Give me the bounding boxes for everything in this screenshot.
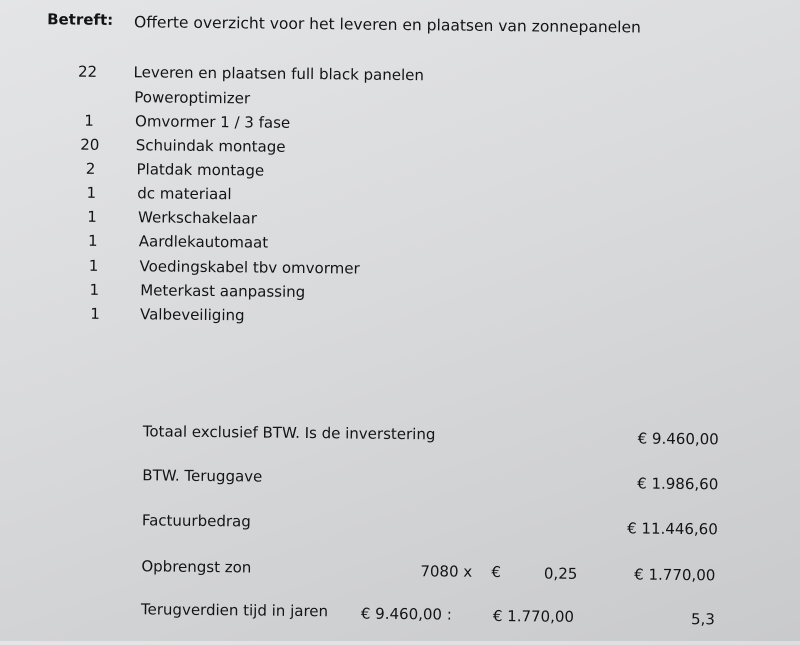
item-desc: Voedingskabel tbv omvormer <box>139 257 359 277</box>
item-desc: Schuindak montage <box>136 136 286 156</box>
item-qty: 1 <box>72 208 112 226</box>
list-item <box>3 0 800 4</box>
item-desc: dc materiaal <box>137 184 232 203</box>
payback-years: 5,3 <box>637 609 715 628</box>
subject-label: Betreft: <box>47 10 113 29</box>
summary-row-total-excl <box>3 0 800 4</box>
invoice-amount: € 11.446,60 <box>598 519 718 538</box>
item-qty: 1 <box>69 112 109 130</box>
summary-row-payback <box>3 0 800 4</box>
list-item <box>3 0 800 4</box>
list-item <box>3 0 800 4</box>
total-excl-label: Totaal exclusief BTW. Is de inverstering <box>143 422 436 443</box>
list-item <box>3 0 800 4</box>
item-desc: Platdak montage <box>136 160 264 179</box>
invoice-label: Factuurbedrag <box>142 511 251 530</box>
item-qty: 2 <box>70 160 110 178</box>
item-qty: 20 <box>70 136 110 154</box>
summary-row-invoice <box>3 0 800 4</box>
yield-kwh: 7080 x <box>420 562 472 581</box>
list-item <box>3 0 800 4</box>
item-desc: Meterkast aanpassing <box>140 281 305 301</box>
summary-row-yield <box>3 0 800 4</box>
item-qty: 1 <box>71 184 111 202</box>
yield-amount: € 1.770,00 <box>597 565 715 584</box>
payback-yearly: € 1.770,00 <box>493 607 574 626</box>
items-list <box>3 0 800 4</box>
item-desc: Leveren en plaatsen full black panelen <box>133 63 424 84</box>
item-qty: 1 <box>73 257 113 275</box>
summary-table <box>3 0 800 4</box>
total-excl-amount: € 9.460,00 <box>599 429 719 448</box>
summary-row-btw <box>3 0 800 4</box>
item-desc: Valbeveiliging <box>140 305 245 324</box>
item-qty: 1 <box>75 305 115 323</box>
item-qty: 22 <box>67 63 107 81</box>
payback-investment: € 9.460,00 : <box>361 605 452 624</box>
payback-label: Terugverdien tijd in jaren <box>141 600 328 620</box>
item-qty: 1 <box>74 281 114 299</box>
item-desc: Werkschakelaar <box>138 208 257 227</box>
item-qty: 1 <box>73 232 113 250</box>
subject-text: Offerte overzicht voor het leveren en plaatsen van zonnepanelen <box>134 13 641 36</box>
list-item <box>3 0 800 4</box>
yield-label: Opbrengst zon <box>141 557 251 576</box>
list-item <box>3 0 800 4</box>
yield-currency: € <box>491 563 501 581</box>
list-item <box>3 0 800 4</box>
yield-rate: 0,25 <box>517 564 577 583</box>
item-desc: Omvormer 1 / 3 fase <box>135 112 290 132</box>
item-desc: Aardlekautomaat <box>139 232 269 251</box>
list-item <box>3 0 800 4</box>
list-item <box>3 0 800 4</box>
list-item <box>3 0 800 4</box>
btw-amount: € 1.986,60 <box>598 474 718 493</box>
btw-label: BTW. Teruggave <box>142 466 262 485</box>
item-desc: Poweroptimizer <box>134 88 250 107</box>
